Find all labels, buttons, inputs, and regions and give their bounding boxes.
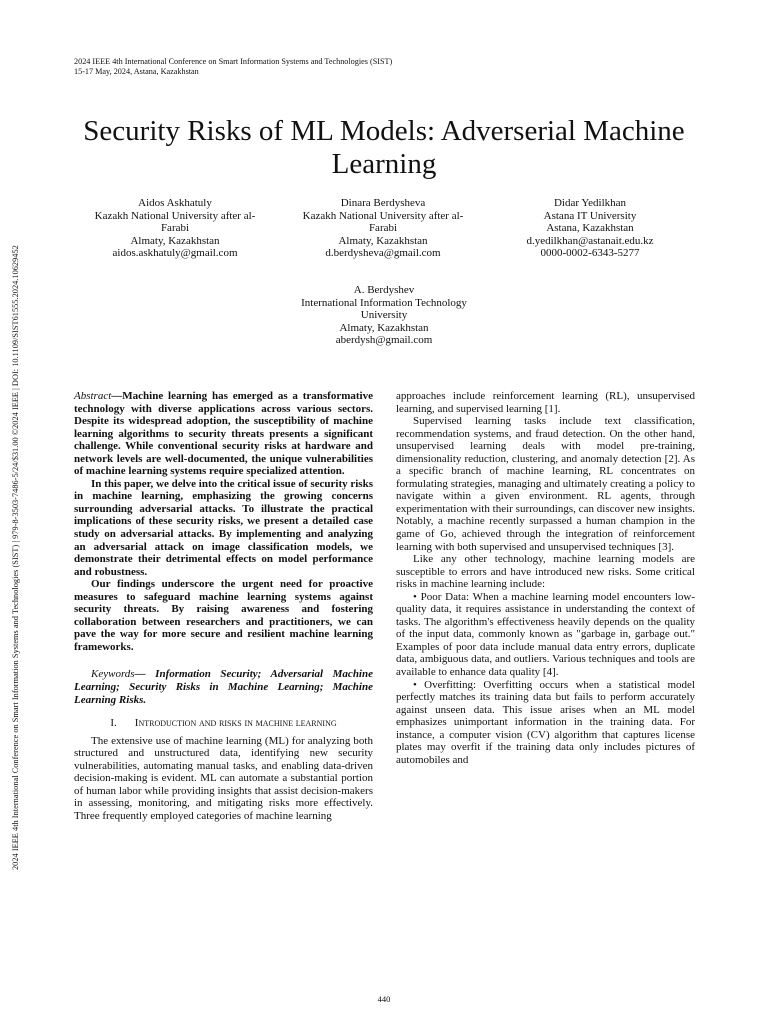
author-location: Almaty, Kazakhstan bbox=[339, 321, 429, 334]
author-email: d.yedilkhan@astanait.edu.kz bbox=[526, 234, 654, 247]
section-heading bbox=[74, 717, 373, 730]
author-location: Almaty, Kazakhstan bbox=[338, 234, 428, 247]
body-paragraph: The extensive use of machine learning (ML) for analyzing both structured and unstructured data, identifying new security vulnerabilities, automating manual tasks, and enabling data-driven decision-making is evident. ML can automate a substantial portion of human labor while providing insights that assist decision-makers in assessing, monitoring, and mitigating risks more effectively. Three frequently employed categories of machine learning bbox=[74, 734, 373, 822]
author-affiliation: Farabi bbox=[160, 222, 190, 235]
author-block-3 bbox=[495, 197, 685, 260]
page-number: 440 bbox=[377, 994, 391, 1004]
abstract-paragraph: In this paper, we delve into the critical issue of security risks in machine learning, emphasizing the growing concerns surrounding adversarial attacks. To illustrate the practical implications of these security risks, we present a detailed case study on adversarial attacks. By implementing and analyzing an adversarial attack on image classification models, we demonstrate their detrimental effects on model performance and robustness. bbox=[74, 477, 373, 578]
author-location: Astana, Kazakhstan bbox=[546, 222, 634, 235]
section-title: Introduction and risks in machine learning bbox=[134, 717, 337, 730]
section-number: I. bbox=[110, 717, 117, 730]
author-block-4 bbox=[284, 284, 484, 347]
author-affiliation: Astana IT University bbox=[543, 209, 637, 222]
bullet-item: • Poor Data: When a machine learning model encounters low-quality data, it requires assistance in understanding the context of tasks. The algorithm's effectiveness heavily depends on the quality of the input data, commonly known as "garbage in, garbage out." Examples of poor data include manual data entry errors, duplicate data, ambiguous data, and outliers. Various techniques and tools are available to enhance data quality [4]. bbox=[396, 590, 695, 679]
conference-name: 2024 IEEE 4th International Conference on Smart Information Systems and Technologies (SIST) bbox=[74, 57, 393, 66]
right-column bbox=[396, 390, 695, 766]
author-email: aidos.askhatuly@gmail.com bbox=[112, 247, 238, 260]
paper-title: Security Risks of ML Models: Adverserial Machine Learning bbox=[83, 115, 685, 180]
author-email: d.berdysheva@gmail.com bbox=[325, 247, 441, 260]
sidebar-citation: 2024 IEEE 4th International Conference on Smart Information Systems and Technologies (SIST) | 979-8-3503-7486-5/24/$31.00 ©2024 IEEE | DOI: 10.1109/SIST61555.2024.10629452 bbox=[11, 245, 20, 870]
abstract-label: Abstract bbox=[74, 390, 112, 402]
keywords-label: Keywords bbox=[91, 668, 135, 681]
bullet-item: • Overfitting: Overfitting occurs when a statistical model perfectly matches its training data but fails to perform accurately against unseen data. This issue arises when an ML model emphasizes unimportant information in the training data. For instance, a computer vision (CV) algorithm that captures license plates may overfit if the training data only includes pictures of automobiles and bbox=[396, 678, 695, 766]
author-name: Aidos Askhatuly bbox=[138, 197, 212, 209]
author-orcid: 0000-0002-6343-5277 bbox=[540, 247, 640, 260]
author-name: Didar Yedilkhan bbox=[553, 197, 627, 209]
conference-header bbox=[74, 57, 392, 77]
body-paragraph: approaches include reinforcement learning (RL), unsupervised learning, and supervised learning [1]. bbox=[396, 390, 695, 415]
abstract-paragraph: Our findings underscore the urgent need for proactive measures to safeguard machine learning systems against security threats. By raising awareness and fostering collaboration between researchers and practitioners, we can pave the way for more secure and resilient machine learning frameworks. bbox=[74, 578, 373, 653]
author-affiliation: Farabi bbox=[368, 222, 398, 235]
abstract-paragraph bbox=[74, 390, 373, 478]
body-paragraph: Supervised learning tasks include text classification, recommendation systems, and fraud detection. On the other hand, unsupervised learning deals with model pre-training, dimensionality reduction, clustering, and anomaly detection [2]. As a specific branch of machine learning, RL concentrates on formulating strategies, managing and ultimately creating a policy to navigate within a given environment. RL agents, through experimentation with their surroundings, can discover new insights. Notably, a machine recently surpassed a human champion in the game of Go, achieved through the integration of reinforcement learning with both supervised and unsupervised techniques [3]. bbox=[396, 415, 695, 553]
author-affiliation: University bbox=[360, 309, 408, 322]
body-paragraph: Like any other technology, machine learning models are susceptible to errors and have introduced new risks. Some critical risks in machine learning include: bbox=[396, 553, 695, 591]
abstract-dash: — bbox=[111, 390, 123, 402]
author-block-1 bbox=[80, 197, 270, 260]
author-name: A. Berdyshev bbox=[353, 284, 415, 296]
left-column bbox=[74, 390, 373, 823]
author-name: Dinara Berdysheva bbox=[340, 197, 426, 209]
abstract-text: Machine learning has emerged as a transformative technology with diverse applications across various sectors. Despite its widespread adoption, the susceptibility of machine learning algorithms to security threats presents a significant challenge. While conventional security risks at hardware and network levels are well-documented, the unique vulnerabilities of machine learning systems require specialized attention. bbox=[74, 390, 373, 478]
conference-date-location: 15-17 May, 2024, Astana, Kazakhstan bbox=[74, 67, 199, 76]
keywords-text: — Information Security; Adversarial Machine Learning; Security Risks in Machine Learning; Machine Learning Risks. bbox=[74, 668, 373, 706]
author-affiliation: Kazakh National University after al- bbox=[94, 209, 256, 222]
keywords bbox=[74, 668, 373, 706]
author-block-2 bbox=[288, 197, 478, 260]
author-email: aberdysh@gmail.com bbox=[335, 334, 433, 347]
author-affiliation: International Information Technology bbox=[301, 296, 467, 309]
author-location: Almaty, Kazakhstan bbox=[130, 234, 220, 247]
author-affiliation: Kazakh National University after al- bbox=[302, 209, 464, 222]
